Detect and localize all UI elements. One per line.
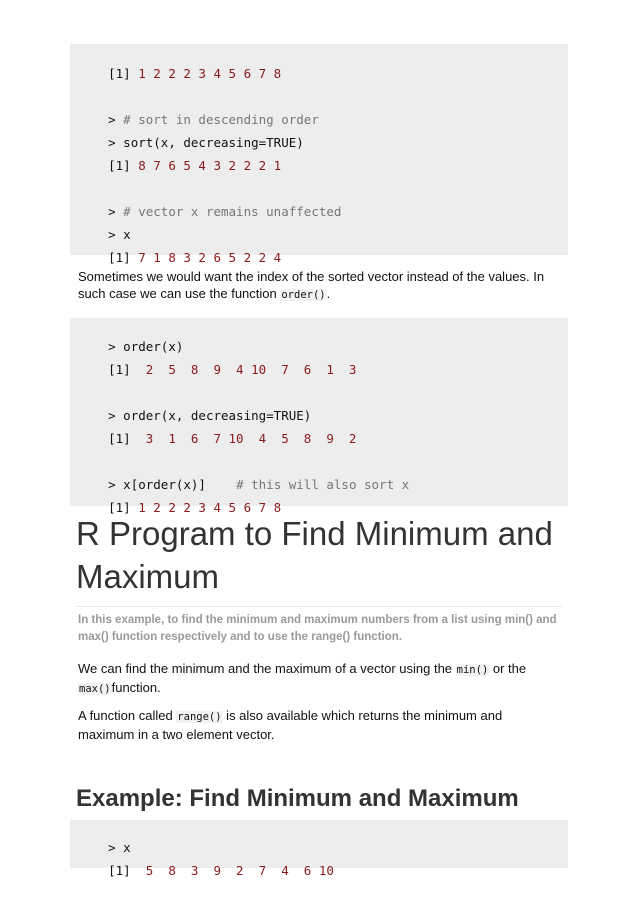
prompt-symbol: > bbox=[108, 227, 124, 242]
page-title: R Program to Find Minimum and Maximum bbox=[76, 515, 553, 595]
output-index: [1] bbox=[108, 362, 131, 377]
code-block-sort bbox=[70, 44, 568, 265]
prompt-symbol: > bbox=[108, 204, 124, 219]
paragraph-range bbox=[78, 707, 558, 743]
output-values: 8 7 6 5 4 3 2 2 2 1 bbox=[130, 158, 282, 173]
prompt-symbol: > bbox=[108, 408, 124, 423]
output-index: [1] bbox=[108, 863, 131, 878]
code-comment: # vector x remains unaffected bbox=[123, 204, 342, 219]
paragraph-text: function. bbox=[111, 680, 161, 695]
output-index: [1] bbox=[108, 66, 131, 81]
paragraph-text: We can find the minimum and the maximum of a vector using the bbox=[78, 661, 456, 676]
section-heading: Example: Find Minimum and Maximum bbox=[76, 785, 519, 812]
code-command: x bbox=[123, 227, 131, 242]
code-line bbox=[78, 847, 334, 895]
output-values: 5 8 3 9 2 7 4 6 10 bbox=[130, 863, 334, 878]
code-line bbox=[78, 415, 356, 463]
prompt-symbol: > bbox=[108, 477, 124, 492]
output-values: 3 1 6 7 10 4 5 8 9 2 bbox=[130, 431, 357, 446]
code-command: x bbox=[123, 840, 131, 855]
paragraph-text: Sometimes we would want the index of the sorted vector instead of the values. In such case we can use the function bbox=[78, 269, 545, 301]
paragraph-order-intro bbox=[78, 268, 558, 304]
prompt-symbol: > bbox=[108, 112, 124, 127]
code-command: sort(x, decreasing=TRUE) bbox=[123, 135, 304, 150]
code-line bbox=[78, 346, 356, 394]
code-line bbox=[78, 50, 281, 98]
paragraph-text: . bbox=[326, 286, 331, 301]
code-comment: # sort in descending order bbox=[123, 112, 319, 127]
inline-code-order: order() bbox=[281, 289, 326, 301]
code-line bbox=[78, 142, 281, 190]
prompt-symbol: > bbox=[108, 339, 124, 354]
output-values: 2 5 8 9 4 10 7 6 1 3 bbox=[130, 362, 357, 377]
code-command: order(x, decreasing=TRUE) bbox=[123, 408, 312, 423]
output-index: [1] bbox=[108, 250, 131, 265]
code-block-example bbox=[70, 820, 568, 878]
paragraph-min-max bbox=[78, 660, 558, 698]
divider bbox=[76, 606, 562, 607]
output-index: [1] bbox=[108, 158, 131, 173]
inline-code-range: range() bbox=[177, 711, 222, 723]
output-index: [1] bbox=[108, 431, 131, 446]
output-values: 7 1 8 3 2 6 5 2 2 4 bbox=[130, 250, 282, 265]
prompt-symbol: > bbox=[108, 135, 124, 150]
paragraph-text: A function called bbox=[78, 708, 177, 723]
code-block-order bbox=[70, 318, 568, 515]
paragraph-text: is also available which returns the minimum and maximum in a two element vector. bbox=[78, 708, 503, 742]
prompt-symbol: > bbox=[108, 840, 124, 855]
code-command: order(x) bbox=[123, 339, 184, 354]
paragraph-text: or the bbox=[489, 661, 527, 676]
code-comment: # this will also sort x bbox=[236, 477, 410, 492]
code-command: x[order(x)] bbox=[123, 477, 237, 492]
output-values: 1 2 2 2 3 4 5 6 7 8 bbox=[130, 66, 282, 81]
page-subtitle: In this example, to find the minimum and maximum numbers from a list using min() and max() function respectively and to use the range() function. bbox=[78, 614, 557, 643]
inline-code-min: min() bbox=[456, 664, 489, 676]
inline-code-max: max() bbox=[79, 683, 111, 695]
output-values: 1 2 2 2 3 4 5 6 7 8 bbox=[130, 500, 282, 515]
output-index: [1] bbox=[108, 500, 131, 515]
